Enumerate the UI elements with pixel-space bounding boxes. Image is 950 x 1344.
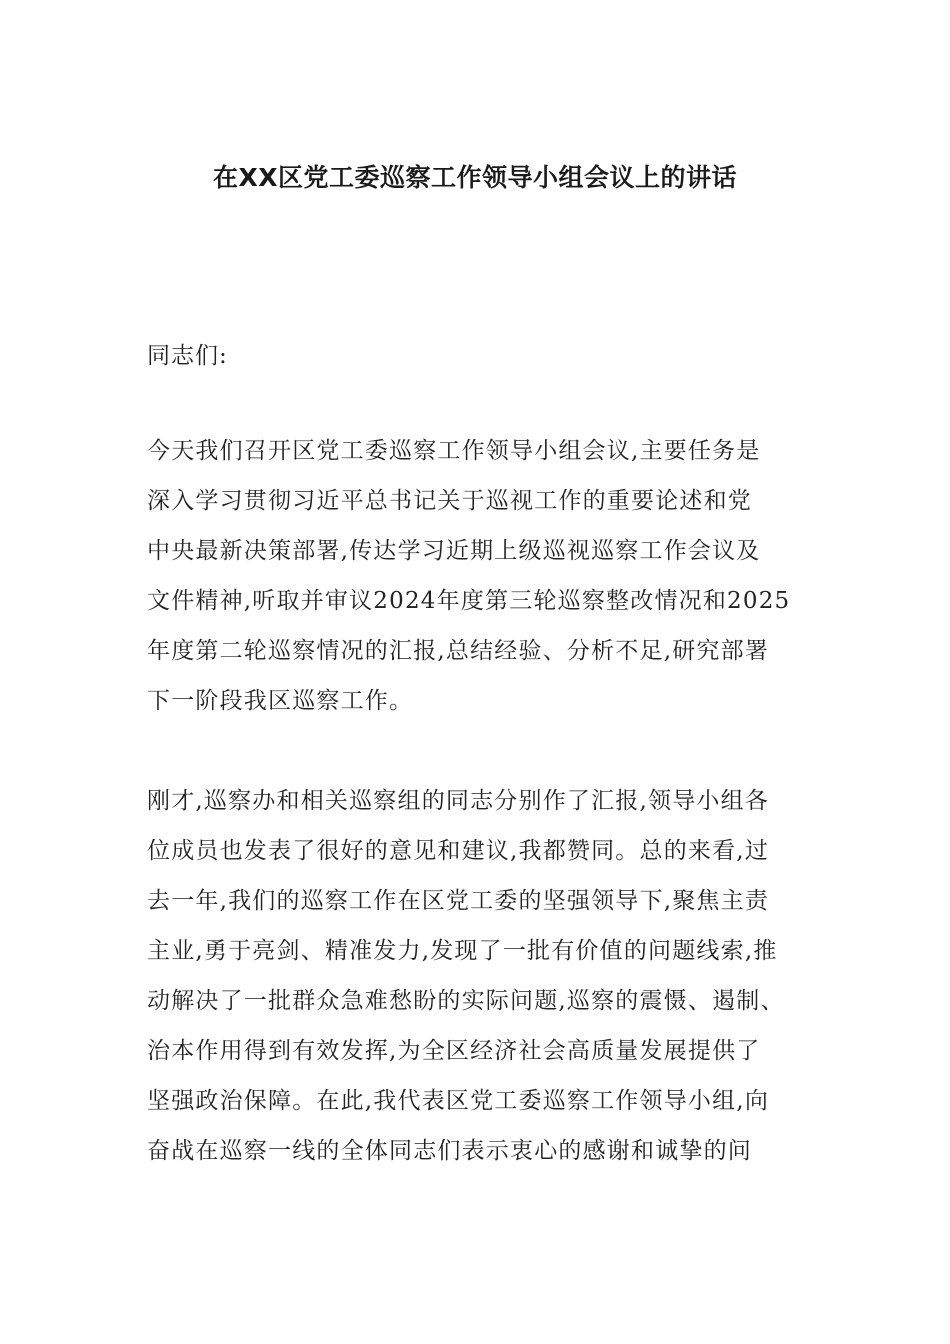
- paragraph-line: 奋战在巡察一线的全体同志们表示衷心的感谢和诚挚的问: [147, 1138, 752, 1164]
- paragraph-2: [147, 776, 817, 1176]
- paragraph-1: [147, 426, 817, 726]
- paragraph-line: 年度第二轮巡察情况的汇报,总结经验、分析不足,研究部署: [147, 638, 770, 664]
- paragraph-line: 动解决了一批群众急难愁盼的实际问题,巡察的震慑、遏制、: [147, 988, 785, 1014]
- salutation: 同志们:: [147, 343, 228, 369]
- paragraph-line: 刚才,巡察办和相关巡察组的同志分别作了汇报,领导小组各: [147, 788, 770, 814]
- paragraph-line: 去一年,我们的巡察工作在区党工委的坚强领导下,聚焦主责: [147, 888, 770, 914]
- paragraph-line: 文件精神,听取并审议2024年度第三轮巡察整改情况和2025: [147, 588, 791, 614]
- paragraph-line: 下一阶段我区巡察工作。: [147, 688, 414, 714]
- paragraph-line: 治本作用得到有效发挥,为全区经济社会高质量发展提供了: [147, 1038, 761, 1064]
- document-title: 在XX区党工委巡察工作领导小组会议上的讲话: [212, 163, 738, 192]
- paragraph-line: 主业,勇于亮剑、精准发力,发现了一批有价值的问题线索,推: [147, 938, 778, 964]
- paragraph-line: 坚强政治保障。在此,我代表区党工委巡察工作领导小组,向: [147, 1088, 770, 1114]
- paragraph-line: 今天我们召开区党工委巡察工作领导小组会议,主要任务是: [147, 438, 761, 464]
- paragraph-line: 深入学习贯彻习近平总书记关于巡视工作的重要论述和党: [147, 488, 752, 514]
- paragraph-line: 位成员也发表了很好的意见和建议,我都赞同。总的来看,过: [147, 838, 770, 864]
- paragraph-line: 中央最新决策部署,传达学习近期上级巡视巡察工作会议及: [147, 538, 761, 564]
